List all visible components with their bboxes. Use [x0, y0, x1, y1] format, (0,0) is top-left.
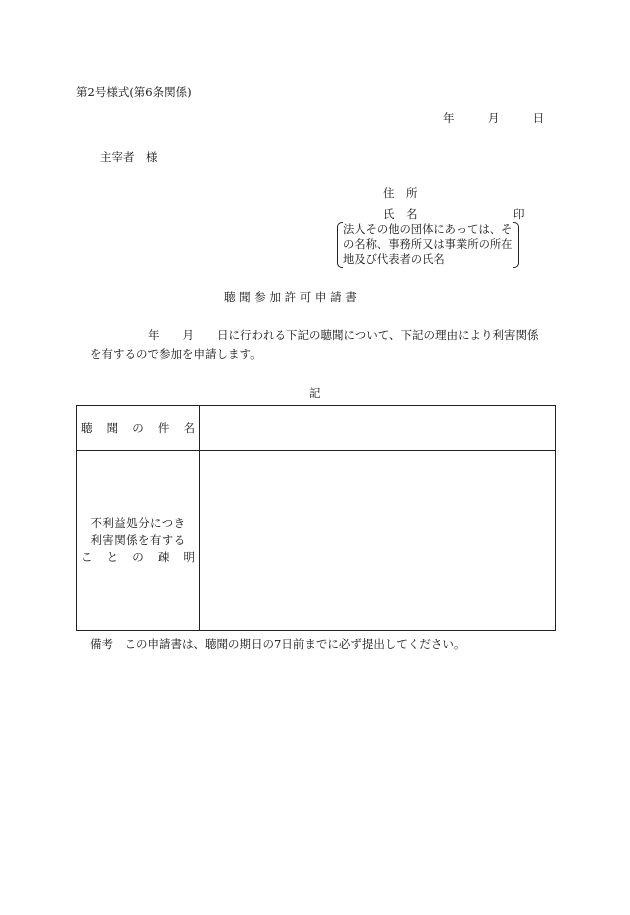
date-line: [443, 110, 544, 126]
corporate-note-text: 法人その他の団体にあっては、その名称、事務所又は事業所の所在地及び代表者の氏名: [343, 223, 513, 266]
date-day: 日: [532, 111, 545, 125]
intro-text: [90, 326, 560, 364]
table-row-hearing-name: [77, 406, 556, 451]
seal-mark: 印: [513, 207, 525, 221]
name-label: 氏 名: [383, 207, 418, 221]
interest-explanation-field[interactable]: [200, 451, 556, 631]
right-bracket: [513, 222, 519, 268]
interest-explanation-label: 不利益処分につき 利害関係を有する こ と の 疎 明: [77, 451, 200, 631]
date-year: 年: [443, 111, 455, 125]
remark-note: 備考 この申請書は、聴聞の期日の7日前までに必ず提出してください。: [90, 637, 466, 651]
intro-line-1: 年 月 日に行われる下記の聴聞について、下記の理由により利害関係: [148, 328, 539, 342]
application-table: [76, 405, 556, 631]
addressee: 主宰者 様: [100, 150, 158, 164]
address-label: 住 所: [383, 186, 418, 200]
intro-line-2: を有するので参加を申請します。: [90, 347, 262, 361]
hearing-name-field[interactable]: [200, 406, 556, 451]
form-number: 第2号様式(第6条関係): [76, 85, 192, 99]
ki-heading: 記: [309, 386, 321, 400]
document-title: 聴 聞 参 加 許 可 申 請 書: [224, 290, 357, 304]
corporate-note: [337, 222, 515, 266]
hearing-name-label: 聴 聞 の 件 名: [77, 406, 200, 451]
table-row-interest-explanation: [77, 451, 556, 631]
date-month: 月: [487, 111, 500, 125]
